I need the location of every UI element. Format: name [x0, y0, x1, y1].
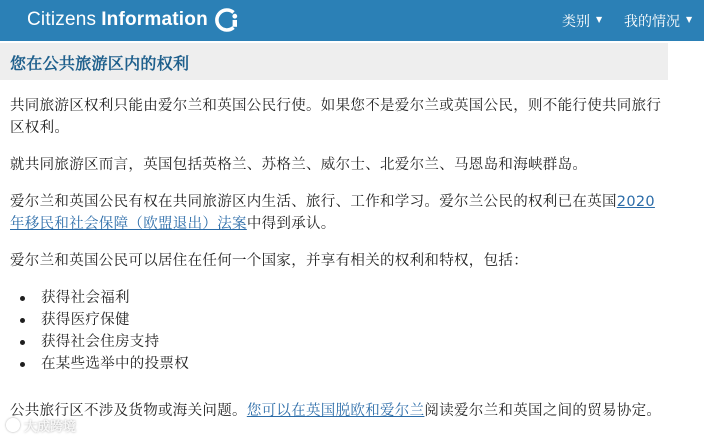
- watermark-text: 大成跨境: [24, 419, 77, 435]
- list-item-text: 获得社会福利: [41, 290, 130, 306]
- bullet-icon: [20, 340, 25, 345]
- list-item: [18, 287, 189, 309]
- rights-list: [18, 287, 189, 375]
- list-item-text: 获得社会住房支持: [41, 334, 160, 350]
- paragraph-rights-text-after: 中得到承认。: [246, 216, 336, 232]
- brand-name-bold: Information: [101, 9, 208, 30]
- bullet-icon: [20, 296, 25, 301]
- paragraph-rights-text-before: 爱尔兰和英国公民有权在共同旅游区内生活、旅行、工作和学习。爱尔兰公民的权利已在英国: [10, 194, 617, 210]
- immigration-act-link[interactable]: 2020 年移民和社会保障（欧盟退出）法案: [10, 194, 655, 232]
- bullet-icon: [20, 362, 25, 367]
- nav-categories-menu[interactable]: [562, 0, 602, 41]
- top-navigation-bar: [0, 0, 704, 41]
- citizens-information-logo-icon: [213, 6, 241, 34]
- list-item: [18, 331, 189, 353]
- paragraph-trade: [10, 400, 690, 422]
- watermark: [6, 415, 76, 435]
- bullet-icon: [20, 318, 25, 323]
- brexit-ireland-link[interactable]: 您可以在英国脱欧和爱尔兰: [246, 403, 425, 419]
- caret-down-icon: ▼: [686, 15, 693, 24]
- paragraph-eligibility: 共同旅游区权利只能由爱尔兰和英国公民行使。如果您不是爱尔兰或英国公民，则不能行使共同旅行区权利。: [10, 98, 662, 136]
- list-item-text: 获得医疗保健: [41, 312, 130, 328]
- caret-down-icon: ▼: [596, 15, 603, 24]
- site-logo[interactable]: [27, 6, 241, 34]
- paragraph-rights: [10, 191, 670, 235]
- list-item: [18, 353, 189, 375]
- page-title: 您在公共旅游区内的权利: [10, 54, 190, 73]
- nav-my-situation-menu[interactable]: [624, 0, 692, 41]
- title-band: [0, 43, 668, 80]
- list-item: [18, 309, 189, 331]
- list-item-text: 在某些选举中的投票权: [41, 356, 189, 372]
- nav-my-situation-label: 我的情况: [624, 13, 680, 30]
- brand-name-regular: Citizens: [27, 9, 97, 30]
- nav-categories-label: 类别: [562, 13, 590, 30]
- paragraph-uk-definition: 就共同旅游区而言，英国包括英格兰、苏格兰、威尔士、北爱尔兰、马恩岛和海峡群岛。: [10, 157, 588, 173]
- paragraph-trade-text-before: 公共旅行区不涉及货物或海关问题。: [10, 403, 247, 419]
- paragraph-trade-text-after: 阅读爱尔兰和英国之间的贸易协定。: [424, 403, 662, 419]
- paragraph-residence: 爱尔兰和英国公民可以居住在任何一个国家，并享有相关的权利和特权，包括：: [10, 253, 528, 269]
- watermark-logo-icon: [6, 418, 20, 432]
